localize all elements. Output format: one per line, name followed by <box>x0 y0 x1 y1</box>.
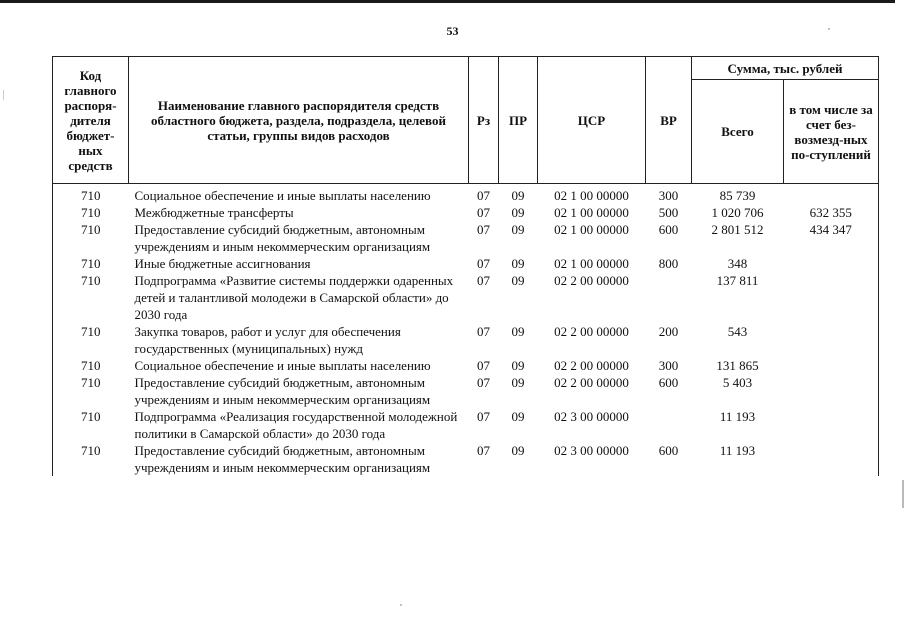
row-total: 348 <box>727 256 748 271</box>
row-vr: 300 <box>658 358 679 373</box>
row-rz: 07 <box>477 256 490 271</box>
row-vr: 600 <box>658 375 679 390</box>
table-row <box>53 357 879 374</box>
row-code: 710 <box>53 187 129 204</box>
header-rz: Рз <box>469 57 499 184</box>
row-total: 11 193 <box>719 409 756 424</box>
row-vr: 500 <box>658 205 679 220</box>
row-vr: 800 <box>658 256 679 271</box>
row-name: Иные бюджетные ассигнования <box>134 256 311 271</box>
row-incl <box>784 442 879 476</box>
row-total: 543 <box>727 324 748 339</box>
table-row <box>53 408 879 442</box>
row-pr: 09 <box>511 188 525 203</box>
table-header <box>53 57 879 184</box>
table-row <box>53 187 879 204</box>
table-row <box>53 255 879 272</box>
table-row <box>53 272 879 323</box>
row-incl <box>784 408 879 442</box>
row-name: Социальное обеспечение и иные выплаты населению <box>134 358 431 373</box>
row-csr: 02 2 00 00000 <box>554 324 629 339</box>
header-pr: ПР <box>499 57 538 184</box>
row-code: 710 <box>53 323 129 357</box>
row-pr: 09 <box>511 409 525 424</box>
row-vr: 600 <box>658 443 679 458</box>
row-pr: 09 <box>511 375 525 390</box>
row-total: 137 811 <box>716 273 759 288</box>
row-vr <box>646 408 692 442</box>
row-rz: 07 <box>477 205 490 220</box>
scan-artifact <box>828 28 830 30</box>
row-incl <box>784 357 879 374</box>
row-total: 5 403 <box>722 375 753 390</box>
row-name: Межбюджетные трансферты <box>134 205 294 220</box>
row-pr: 09 <box>511 256 525 271</box>
row-incl <box>784 323 879 357</box>
row-incl <box>784 255 879 272</box>
header-vr: ВР <box>646 57 692 184</box>
row-rz: 07 <box>477 324 490 339</box>
scan-top-border <box>0 0 895 3</box>
table-row <box>53 323 879 357</box>
header-code: Код главного распоря-дителя бюджет-ных средств <box>53 57 129 184</box>
row-name: Предоставление субсидий бюджетным, автономным учреждениям и иным некоммерческим организациям <box>134 443 431 475</box>
row-code: 710 <box>53 442 129 476</box>
row-code: 710 <box>53 374 129 408</box>
row-vr: 300 <box>658 188 679 203</box>
row-vr <box>646 272 692 323</box>
row-rz: 07 <box>477 409 490 424</box>
row-csr: 02 1 00 00000 <box>554 222 629 237</box>
row-total: 11 193 <box>719 443 756 458</box>
row-csr: 02 2 00 00000 <box>554 273 629 288</box>
row-csr: 02 1 00 00000 <box>554 205 629 220</box>
row-incl: 434 347 <box>784 221 879 255</box>
row-name: Предоставление субсидий бюджетным, автономным учреждениям и иным некоммерческим организациям <box>134 222 431 254</box>
row-rz: 07 <box>477 222 490 237</box>
row-total: 1 020 706 <box>711 205 764 220</box>
header-sum: Сумма, тыс. рублей <box>692 57 879 80</box>
row-code: 710 <box>53 357 129 374</box>
page-number: 53 <box>446 24 459 38</box>
scan-artifact <box>400 604 402 606</box>
row-incl <box>784 374 879 408</box>
row-pr: 09 <box>511 443 525 458</box>
row-pr: 09 <box>511 358 525 373</box>
header-total: Всего <box>692 80 784 184</box>
header-incl: в том числе за счет без-возмезд-ных по-ступлений <box>784 80 879 184</box>
table-row <box>53 374 879 408</box>
row-code: 710 <box>53 408 129 442</box>
row-incl <box>784 272 879 323</box>
row-name: Предоставление субсидий бюджетным, автономным учреждениям и иным некоммерческим организациям <box>134 375 431 407</box>
row-csr: 02 3 00 00000 <box>554 409 629 424</box>
row-rz: 07 <box>477 358 490 373</box>
row-total: 131 865 <box>716 358 759 373</box>
row-csr: 02 1 00 00000 <box>554 256 629 271</box>
row-name: Подпрограмма «Реализация государственной молодежной политики в Самарской области» до 2030 года <box>134 409 458 441</box>
table-body <box>53 184 879 477</box>
row-name: Подпрограмма «Развитие системы поддержки одаренных детей и талантливой молодежи в Самарской области» до 2030 года <box>134 273 454 322</box>
row-rz: 07 <box>477 375 490 390</box>
row-csr: 02 2 00 00000 <box>554 358 629 373</box>
scan-artifact <box>3 90 4 100</box>
table-row <box>53 442 879 476</box>
row-incl: 632 355 <box>784 204 879 221</box>
row-name: Социальное обеспечение и иные выплаты населению <box>134 188 431 203</box>
header-name: Наименование главного распорядителя средств областного бюджета, раздела, подраздела, целевой статьи, группы видов расходов <box>129 57 469 184</box>
row-pr: 09 <box>511 222 525 237</box>
row-name: Закупка товаров, работ и услуг для обеспечения государственных (муниципальных) нужд <box>134 324 401 356</box>
row-incl <box>784 187 879 204</box>
budget-table <box>52 56 879 476</box>
row-code: 710 <box>53 255 129 272</box>
row-pr: 09 <box>511 205 525 220</box>
table-row <box>53 221 879 255</box>
row-code: 710 <box>53 272 129 323</box>
row-csr: 02 1 00 00000 <box>554 188 629 203</box>
row-pr: 09 <box>511 324 525 339</box>
scan-artifact <box>902 480 904 508</box>
row-vr: 600 <box>658 222 679 237</box>
row-csr: 02 2 00 00000 <box>554 375 629 390</box>
table-row <box>53 204 879 221</box>
row-pr: 09 <box>511 273 525 288</box>
row-code: 710 <box>53 204 129 221</box>
row-total: 2 801 512 <box>711 222 764 237</box>
header-csr: ЦСР <box>538 57 646 184</box>
row-rz: 07 <box>477 188 490 203</box>
row-rz: 07 <box>477 443 490 458</box>
row-code: 710 <box>53 221 129 255</box>
row-rz: 07 <box>477 273 490 288</box>
row-total: 85 739 <box>719 188 756 203</box>
row-vr: 200 <box>658 324 679 339</box>
row-csr: 02 3 00 00000 <box>554 443 629 458</box>
